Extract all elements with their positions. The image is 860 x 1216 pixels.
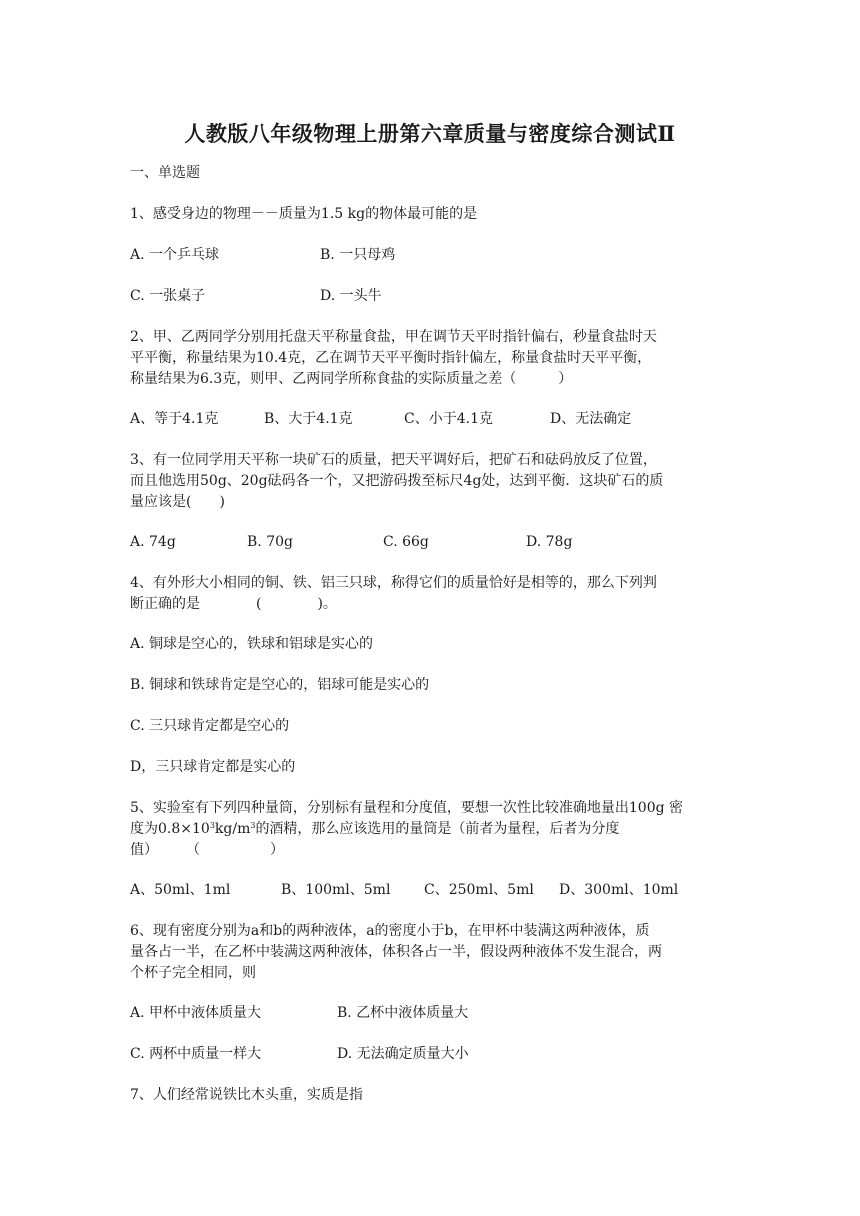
section-heading: 一、单选题 <box>130 165 200 181</box>
question-6-option-b: B. 乙杯中液体质量大 <box>337 1005 469 1021</box>
document-title: 人教版八年级物理上册第六章质量与密度综合测试Ⅱ <box>184 121 676 146</box>
question-4-option-a: A. 铜球是空心的，铁球和铝球是实心的 <box>130 636 374 652</box>
question-3-line-1: 3、有一位同学用天平称一块矿石的质量，把天平调好后，把矿石和砝码放反了位置， <box>130 452 657 468</box>
question-3-line-2: 而且他选用50g、20g砝码各一个，又把游码拨至标尺4g处，达到平衡．这块矿石的质 <box>130 473 664 489</box>
question-5-line-3: 值） （ ） <box>130 842 284 858</box>
question-3-option-b: B. 70g <box>247 534 293 550</box>
question-3-line-3: 量应该是( ) <box>130 494 225 510</box>
question-4-line-2: 断正确的是 ( )。 <box>130 596 337 612</box>
question-1-option-c: C. 一张桌子 <box>130 288 206 304</box>
question-5-option-b: B、100ml、5ml <box>281 882 391 898</box>
question-3-option-c: C. 66g <box>383 534 429 550</box>
question-5-option-a: A、50ml、1ml <box>130 882 231 898</box>
question-4-line-1: 4、有外形大小相同的铜、铁、铝三只球，称得它们的质量恰好是相等的，那么下列判 <box>130 575 657 591</box>
question-2-line-3: 称量结果为6.3克，则甲、乙两同学所称食盐的实际质量之差（ ） <box>130 371 573 387</box>
question-5-exponent-1: 3 <box>209 821 215 830</box>
question-5-line-2-rest: 的酒精，那么应该选用的量筒是（前者为量程，后者为分度 <box>255 821 620 837</box>
question-5-option-c: C、250ml、5ml <box>424 882 534 898</box>
question-6-option-c: C. 两杯中质量一样大 <box>130 1046 262 1062</box>
question-6-option-d: D. 无法确定质量大小 <box>337 1046 469 1062</box>
question-5-density-unit: kg/m <box>214 821 251 837</box>
question-1-option-b: B. 一只母鸡 <box>320 247 396 263</box>
question-2-line-1: 2、甲、乙两同学分别用托盘天平称量食盐，甲在调节天平时指针偏右，秒量食盐时天 <box>130 329 657 345</box>
question-6-line-2: 量各占一半，在乙杯中装满这两种液体，体积各占一半，假设两种液体不发生混合，两 <box>130 944 662 960</box>
question-2-line-2: 平平衡，称量结果为10.4克，乙在调节天平平衡时指针偏左，称量食盐时天平平衡， <box>130 350 652 366</box>
question-1-stem: 1、感受身边的物理－－质量为1.5 kg的物体最可能的是 <box>130 206 478 222</box>
question-4-option-d: D，三只球肯定都是实心的 <box>130 759 296 775</box>
question-3-option-d: D. 78g <box>526 534 573 550</box>
question-4-option-b: B. 铜球和铁球肯定是空心的，铝球可能是实心的 <box>130 677 430 693</box>
question-6-line-3: 个杯子完全相同，则 <box>130 965 256 981</box>
question-5-line-1: 5、实验室有下列四种量筒，分别标有量程和分度值，要想一次性比较准确地量出100g 密 <box>130 800 684 816</box>
question-2-option-d: D、无法确定 <box>550 411 632 427</box>
question-3-option-a: A. 74g <box>130 534 176 550</box>
question-7-stem: 7、人们经常说铁比木头重，实质是指 <box>130 1087 363 1103</box>
question-2-option-a: A、等于4.1克 <box>130 411 219 427</box>
question-5-option-d: D、300ml、10ml <box>559 882 679 898</box>
question-5-line-2 <box>130 818 740 840</box>
question-2-option-b: B、大于4.1克 <box>264 411 353 427</box>
question-5-density-value: 度为0.8×10 <box>130 821 210 837</box>
question-4-option-c: C. 三只球肯定都是空心的 <box>130 718 290 734</box>
question-1-option-d: D. 一头牛 <box>320 288 382 304</box>
question-6-line-1: 6、现有密度分别为a和b的两种液体，a的密度小于b，在甲杯中装满这两种液体，质 <box>130 923 650 939</box>
question-2-option-c: C、小于4.1克 <box>404 411 493 427</box>
question-5-exponent-2: 3 <box>250 821 256 830</box>
question-1-option-a: A. 一个乒乓球 <box>130 247 220 263</box>
question-6-option-a: A. 甲杯中液体质量大 <box>130 1005 262 1021</box>
